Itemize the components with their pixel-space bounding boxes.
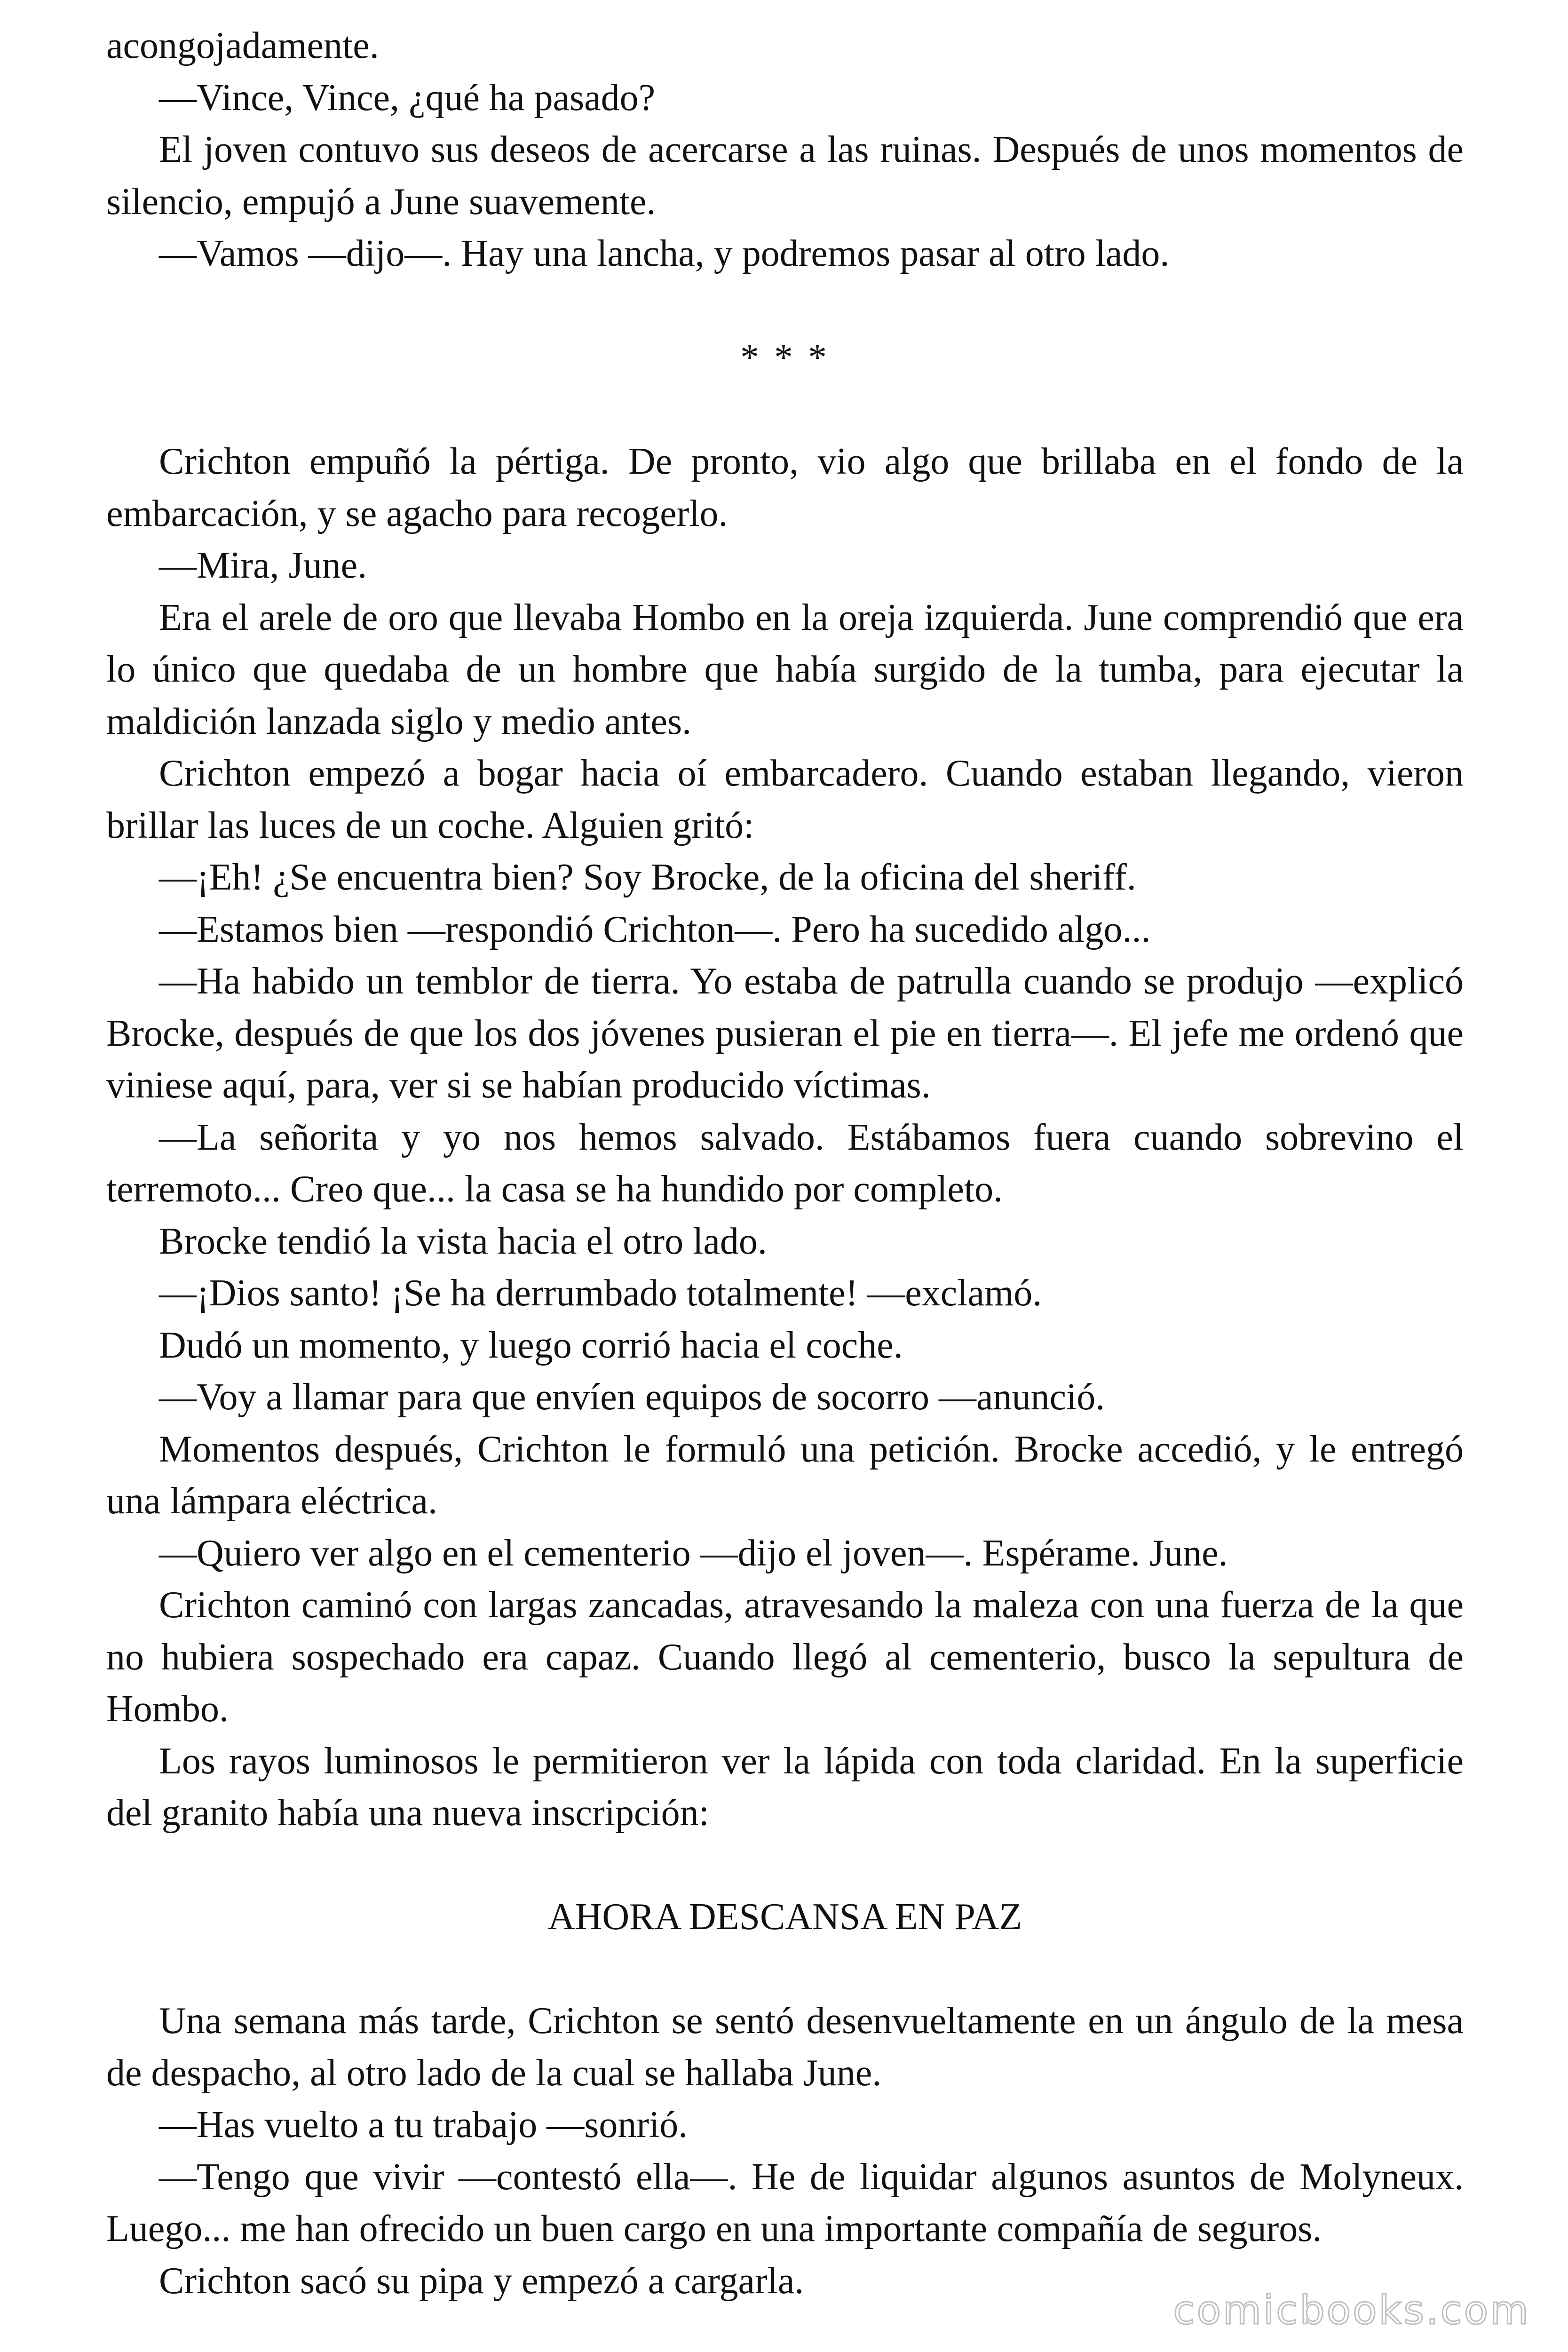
paragraph: acongojadamente.	[106, 25, 379, 66]
spacer	[106, 1943, 1464, 1995]
watermark: comicbooks.com	[1173, 2287, 1530, 2333]
paragraph: —¡Dios santo! ¡Se ha derrumbado totalmente! —exclamó.	[159, 1272, 1042, 1314]
paragraph: Momentos después, Crichton le formuló una petición. Brocke accedió, y le entregó una lámpara eléctrica.	[106, 1428, 1464, 1522]
paragraph: Crichton sacó su pipa y empezó a cargarla.	[159, 2260, 804, 2302]
paragraph: —Quiero ver algo en el cementerio —dijo el joven—. Espérame. June.	[159, 1532, 1228, 1574]
paragraph: Crichton empezó a bogar hacia oí embarcadero. Cuando estaban llegando, vieron brillar las luces de un coche. Alguien gritó:	[106, 753, 1464, 846]
paragraph: —Vamos —dijo—. Hay una lancha, y podremos pasar al otro lado.	[159, 233, 1170, 274]
paragraph: —Tengo que vivir —contestó ella—. He de liquidar algunos asuntos de Molyneux. Luego... me han ofrecido un buen cargo en una importante compañía de seguros.	[106, 2156, 1464, 2249]
paragraph: Era el arele de oro que llevaba Hombo en la oreja izquierda. June comprendió que era lo único que quedaba de un hombre que había surgido de la tumba, para ejecutar la maldición lanzada siglo y medio antes.	[106, 596, 1464, 742]
paragraph: Dudó un momento, y luego corrió hacia el coche.	[159, 1324, 903, 1366]
section-break: * * *	[740, 337, 830, 378]
paragraph: Crichton empuñó la pértiga. De pronto, vio algo que brillaba en el fondo de la embarcación, y se agacho para recogerlo.	[106, 441, 1464, 534]
paragraph: Los rayos luminosos le permitieron ver la lápida con toda claridad. En la superficie del granito había una nueva inscripción:	[106, 1740, 1464, 1834]
spacer	[106, 280, 1464, 332]
paragraph: —Has vuelto a tu trabajo —sonrió.	[159, 2104, 688, 2145]
spacer	[106, 1839, 1464, 1891]
tombstone-inscription: AHORA DESCANSA EN PAZ	[547, 1896, 1022, 1938]
paragraph: El joven contuvo sus deseos de acercarse a las ruinas. Después de unos momentos de silencio, empujó a June suavemente.	[106, 129, 1464, 222]
page-body-text	[106, 20, 1464, 2307]
paragraph: —Mira, June.	[159, 545, 367, 586]
paragraph: —Ha habido un temblor de tierra. Yo estaba de patrulla cuando se produjo —explicó Brocke, después de que los dos jóvenes pusieran el pie en tierra—. El jefe me ordenó que viniese aquí, para, ver si se habían producido víctimas.	[106, 961, 1464, 1106]
spacer	[106, 384, 1464, 436]
paragraph: —Estamos bien —respondió Crichton—. Pero ha sucedido algo...	[159, 908, 1151, 950]
paragraph: —¡Eh! ¿Se encuentra bien? Soy Brocke, de la oficina del sheriff.	[159, 857, 1136, 898]
paragraph: Crichton caminó con largas zancadas, atravesando la maleza con una fuerza de la que no hubiera sospechado era capaz. Cuando llegó al cementerio, busco la sepultura de Hombo.	[106, 1584, 1464, 1730]
paragraph: Una semana más tarde, Crichton se sentó desenvueltamente en un ángulo de la mesa de despacho, al otro lado de la cual se hallaba June.	[106, 2000, 1464, 2094]
paragraph: —Voy a llamar para que envíen equipos de socorro —anunció.	[159, 1376, 1105, 1418]
paragraph: Brocke tendió la vista hacia el otro lado.	[159, 1220, 767, 1262]
paragraph: —La señorita y yo nos hemos salvado. Estábamos fuera cuando sobrevino el terremoto... Creo que... la casa se ha hundido por completo.	[106, 1116, 1464, 1210]
paragraph: —Vince, Vince, ¿qué ha pasado?	[159, 77, 656, 119]
